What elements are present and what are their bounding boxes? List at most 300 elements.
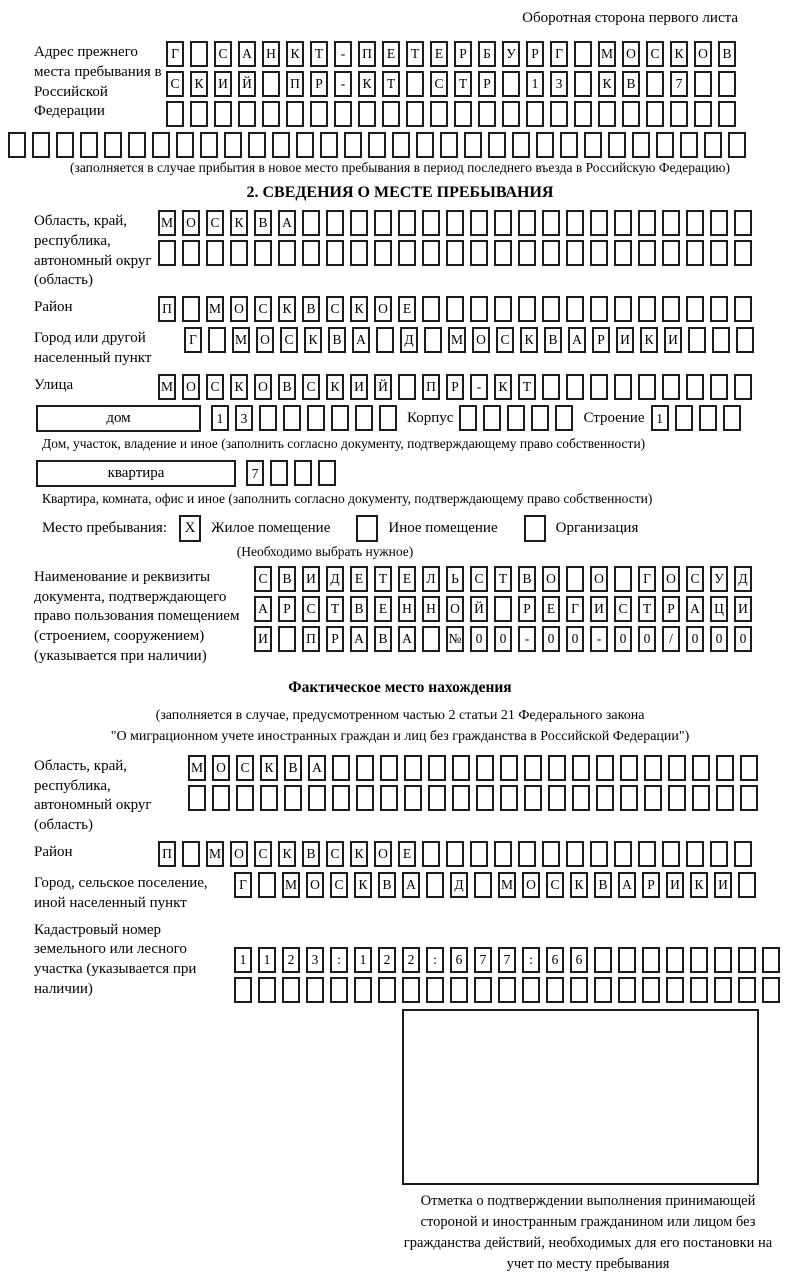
form-cell — [507, 405, 525, 431]
form-cell: П — [358, 41, 376, 67]
form-cell — [374, 210, 392, 236]
form-cell: 0 — [566, 626, 584, 652]
form-cell — [416, 132, 434, 158]
form-cell — [283, 405, 301, 431]
form-cell — [566, 374, 584, 400]
previous-address-label: Адрес прежнего места пребывания в Российской Федерации — [34, 44, 162, 120]
form-cell — [694, 71, 712, 97]
form-cell: 7 — [474, 947, 492, 973]
form-cell: М — [598, 41, 616, 67]
form-cell: К — [570, 872, 588, 898]
form-cell — [542, 296, 560, 322]
form-cell — [260, 785, 278, 811]
form-cell: 6 — [570, 947, 588, 973]
form-cell: Т — [374, 566, 392, 592]
form-cell: В — [254, 210, 272, 236]
form-cell: К — [640, 327, 658, 353]
form-cell — [158, 240, 176, 266]
form-cell: О — [254, 374, 272, 400]
form-cell: Р — [310, 71, 328, 97]
stamp-area — [392, 1009, 784, 1275]
form-cell: О — [662, 566, 680, 592]
form-cell: О — [622, 41, 640, 67]
form-cell — [355, 405, 373, 431]
form-cell: А — [238, 41, 256, 67]
form-cell: С — [302, 596, 320, 622]
form-cell: Р — [446, 374, 464, 400]
form-cell: 0 — [542, 626, 560, 652]
form-cell — [738, 947, 756, 973]
form-cell — [618, 977, 636, 1003]
form-cell — [182, 841, 200, 867]
form-cell — [498, 977, 516, 1003]
form-cell — [494, 240, 512, 266]
form-cell — [688, 327, 706, 353]
form-cell: К — [230, 210, 248, 236]
form-cell — [494, 841, 512, 867]
form-cell: В — [328, 327, 346, 353]
form-cell: Н — [262, 41, 280, 67]
field-street — [6, 374, 794, 400]
city-label: Город или другой населенный пункт — [34, 330, 152, 366]
form-cell: А — [352, 327, 370, 353]
form-cell — [422, 841, 440, 867]
form-cell: Р — [278, 596, 296, 622]
field-stay-type — [6, 515, 794, 542]
form-cell — [542, 841, 560, 867]
form-cell — [398, 210, 416, 236]
form-cell: Е — [430, 41, 448, 67]
form-cell: Т — [382, 71, 400, 97]
form-cell: К — [670, 41, 688, 67]
form-cell — [710, 240, 728, 266]
form-cell — [478, 101, 496, 127]
form-cell — [518, 240, 536, 266]
form-cell — [566, 210, 584, 236]
form-cell: Н — [422, 596, 440, 622]
form-cell — [476, 785, 494, 811]
form-cell: Г — [234, 872, 252, 898]
form-cell — [262, 101, 280, 127]
form-cell: С — [686, 566, 704, 592]
form-cell: Л — [422, 566, 440, 592]
actual-region-row-1 — [188, 755, 758, 781]
form-cell: С — [330, 872, 348, 898]
form-cell: И — [590, 596, 608, 622]
form-cell: : — [426, 947, 444, 973]
form-cell — [675, 405, 693, 431]
form-cell: А — [402, 872, 420, 898]
document-row-3 — [254, 626, 752, 652]
form-cell — [723, 405, 741, 431]
house-caption: Дом, участок, владение и иное (заполнить согласно документу, подтверждающему право собственности) — [42, 435, 646, 451]
form-cell: П — [302, 626, 320, 652]
form-cell — [310, 101, 328, 127]
form-cell — [690, 947, 708, 973]
form-cell: Т — [406, 41, 424, 67]
form-cell — [590, 841, 608, 867]
form-cell: Ь — [446, 566, 464, 592]
actual-region-label: Область, край, республика, автономный округ (область) — [34, 757, 152, 834]
form-cell — [206, 240, 224, 266]
form-cell: 1 — [526, 71, 544, 97]
form-cell: Т — [310, 41, 328, 67]
form-cell — [614, 841, 632, 867]
form-cell — [740, 755, 758, 781]
form-cell — [426, 872, 444, 898]
previous-address-row-3 — [166, 101, 736, 127]
form-cell — [572, 785, 590, 811]
form-cell: О — [374, 296, 392, 322]
form-cell: И — [214, 71, 232, 97]
form-cell: 3 — [550, 71, 568, 97]
form-cell: И — [666, 872, 684, 898]
form-cell — [646, 101, 664, 127]
form-cell — [712, 327, 730, 353]
form-cell — [574, 101, 592, 127]
form-cell — [378, 977, 396, 1003]
form-cell — [284, 785, 302, 811]
form-cell — [518, 210, 536, 236]
form-cell — [762, 947, 780, 973]
form-cell — [494, 210, 512, 236]
form-cell: 7 — [670, 71, 688, 97]
form-cell — [500, 755, 518, 781]
form-cell: М — [158, 210, 176, 236]
form-cell: 1 — [234, 947, 252, 973]
form-cell: К — [190, 71, 208, 97]
form-cell — [740, 785, 758, 811]
form-cell — [686, 374, 704, 400]
form-cell: Т — [494, 566, 512, 592]
form-cell: У — [502, 41, 520, 67]
form-cell: Г — [550, 41, 568, 67]
form-cell — [566, 566, 584, 592]
form-cell — [190, 41, 208, 67]
form-cell — [574, 41, 592, 67]
form-cell — [334, 101, 352, 127]
field-apartment — [6, 460, 794, 487]
form-cell — [662, 841, 680, 867]
form-cell — [596, 785, 614, 811]
form-cell — [446, 841, 464, 867]
form-cell — [422, 240, 440, 266]
form-cell — [524, 785, 542, 811]
field-actual-district — [6, 841, 794, 867]
form-cell — [620, 785, 638, 811]
form-cell — [248, 132, 266, 158]
form-cell: С — [326, 841, 344, 867]
form-cell — [710, 374, 728, 400]
form-cell — [699, 405, 717, 431]
region-row-1 — [158, 210, 752, 236]
form-cell — [404, 755, 422, 781]
checkbox-organization — [524, 515, 546, 542]
form-cell: К — [358, 71, 376, 97]
form-cell — [662, 374, 680, 400]
form-cell — [572, 755, 590, 781]
form-cell — [294, 460, 312, 486]
form-cell: Р — [478, 71, 496, 97]
form-cell — [632, 132, 650, 158]
actual-location-note-1: (заполняется в случае, предусмотренном частью 2 статьи 21 Федерального закона — [155, 707, 645, 723]
form-cell — [548, 785, 566, 811]
cadastral-row-2 — [234, 977, 780, 1003]
form-cell — [230, 240, 248, 266]
form-cell — [542, 210, 560, 236]
form-cell: Т — [638, 596, 656, 622]
form-cell — [590, 374, 608, 400]
form-cell — [398, 240, 416, 266]
form-cell — [358, 101, 376, 127]
form-cell: П — [422, 374, 440, 400]
form-cell — [452, 785, 470, 811]
form-cell: В — [544, 327, 562, 353]
street-label: Улица — [34, 376, 74, 393]
form-cell — [524, 755, 542, 781]
form-cell — [536, 132, 554, 158]
form-cell — [80, 132, 98, 158]
form-cell — [734, 240, 752, 266]
form-cell: С — [206, 374, 224, 400]
form-cell: С — [206, 210, 224, 236]
form-cell: 0 — [470, 626, 488, 652]
form-cell — [406, 71, 424, 97]
form-cell — [428, 755, 446, 781]
form-cell: О — [306, 872, 324, 898]
form-cell — [542, 374, 560, 400]
form-cell — [188, 785, 206, 811]
form-cell: П — [286, 71, 304, 97]
form-cell: Р — [326, 626, 344, 652]
form-cell — [254, 240, 272, 266]
form-cell — [320, 132, 338, 158]
field-city — [6, 327, 794, 369]
form-cell: 0 — [710, 626, 728, 652]
form-cell: А — [254, 596, 272, 622]
form-cell: 0 — [686, 626, 704, 652]
form-cell — [450, 977, 468, 1003]
form-cell: О — [590, 566, 608, 592]
form-cell: Н — [398, 596, 416, 622]
form-cell — [666, 977, 684, 1003]
form-cell — [356, 755, 374, 781]
city-row — [184, 327, 754, 353]
form-cell — [272, 132, 290, 158]
field-cadastral — [6, 919, 794, 1003]
form-cell: Р — [592, 327, 610, 353]
form-cell — [718, 101, 736, 127]
actual-district-label: Район — [34, 843, 73, 860]
form-cell: С — [302, 374, 320, 400]
form-cell — [404, 785, 422, 811]
form-cell: Г — [184, 327, 202, 353]
form-cell — [531, 405, 549, 431]
form-cell — [212, 785, 230, 811]
form-cell: - — [590, 626, 608, 652]
form-cell: Д — [450, 872, 468, 898]
form-cell — [302, 240, 320, 266]
form-cell — [430, 101, 448, 127]
form-cell — [614, 566, 632, 592]
previous-address-note: (заполняется в случае прибытия в новое место пребывания в период последнего въезда в Российскую Федерацию) — [69, 160, 731, 175]
form-cell — [234, 977, 252, 1003]
form-cell — [560, 132, 578, 158]
form-cell: С — [470, 566, 488, 592]
form-cell — [608, 132, 626, 158]
form-cell — [598, 101, 616, 127]
form-cell — [392, 132, 410, 158]
form-cell — [642, 947, 660, 973]
form-cell — [350, 240, 368, 266]
form-cell: : — [522, 947, 540, 973]
form-cell: С — [236, 755, 254, 781]
form-cell — [214, 101, 232, 127]
apartment-caption: Квартира, комната, офис и иное (заполнить согласно документу, подтверждающему право собственности) — [42, 490, 653, 506]
form-cell — [166, 101, 184, 127]
form-cell: - — [334, 71, 352, 97]
form-cell: К — [598, 71, 616, 97]
form-cell — [494, 596, 512, 622]
form-cell — [379, 405, 397, 431]
form-cell — [692, 785, 710, 811]
form-cell — [474, 977, 492, 1003]
form-cell — [494, 296, 512, 322]
form-cell — [380, 755, 398, 781]
form-cell — [662, 210, 680, 236]
form-cell: И — [616, 327, 634, 353]
form-cell — [518, 296, 536, 322]
form-cell: 6 — [546, 947, 564, 973]
form-cell — [446, 296, 464, 322]
form-cell: В — [302, 841, 320, 867]
form-cell — [424, 327, 442, 353]
form-cell — [286, 101, 304, 127]
form-cell: Й — [238, 71, 256, 97]
stroenie-label: Строение — [583, 409, 645, 426]
form-cell — [464, 132, 482, 158]
form-cell — [704, 132, 722, 158]
form-cell — [638, 240, 656, 266]
form-cell: О — [374, 841, 392, 867]
actual-city-row — [234, 872, 756, 898]
form-cell — [307, 405, 325, 431]
form-cell — [638, 296, 656, 322]
form-cell — [376, 327, 394, 353]
form-cell — [354, 977, 372, 1003]
form-cell: Д — [326, 566, 344, 592]
form-cell: К — [304, 327, 322, 353]
form-cell — [686, 296, 704, 322]
form-cell — [330, 977, 348, 1003]
form-cell — [668, 785, 686, 811]
form-cell — [356, 785, 374, 811]
checkbox-other-premises — [356, 515, 378, 542]
form-cell — [590, 296, 608, 322]
form-cell: Е — [382, 41, 400, 67]
form-cell: 3 — [235, 405, 253, 431]
form-cell — [584, 132, 602, 158]
form-cell — [238, 101, 256, 127]
form-cell — [428, 785, 446, 811]
form-cell — [646, 71, 664, 97]
document-row-1 — [254, 566, 752, 592]
form-cell — [318, 460, 336, 486]
field-district — [6, 296, 794, 322]
form-cell: В — [378, 872, 396, 898]
actual-city-label: Город, сельское поселение, иной населенный пункт — [34, 874, 208, 911]
form-cell — [526, 101, 544, 127]
checkbox-residential: X — [179, 515, 201, 542]
form-cell — [446, 210, 464, 236]
form-cell — [546, 977, 564, 1003]
document-row-2 — [254, 596, 752, 622]
form-cell: Т — [326, 596, 344, 622]
form-cell — [594, 947, 612, 973]
form-cell — [152, 132, 170, 158]
form-cell — [200, 132, 218, 158]
form-cell — [686, 210, 704, 236]
form-cell — [308, 785, 326, 811]
form-cell: М — [232, 327, 250, 353]
form-cell — [208, 327, 226, 353]
form-cell: С — [214, 41, 232, 67]
form-cell — [56, 132, 74, 158]
form-cell: - — [334, 41, 352, 67]
form-cell: И — [254, 626, 272, 652]
form-cell — [638, 841, 656, 867]
form-cell — [470, 240, 488, 266]
form-cell — [574, 71, 592, 97]
form-cell: 2 — [282, 947, 300, 973]
page-side-note: Оборотная сторона первого листа — [522, 10, 738, 26]
form-cell — [470, 841, 488, 867]
form-cell: А — [568, 327, 586, 353]
form-cell: А — [618, 872, 636, 898]
form-cell: М — [206, 296, 224, 322]
form-cell: 0 — [494, 626, 512, 652]
form-cell: Е — [374, 596, 392, 622]
form-cell — [440, 132, 458, 158]
form-cell: 0 — [734, 626, 752, 652]
form-cell — [620, 755, 638, 781]
form-cell — [402, 977, 420, 1003]
form-cell — [176, 132, 194, 158]
form-cell: Ц — [710, 596, 728, 622]
form-cell: А — [686, 596, 704, 622]
stay-type-note: (Необходимо выбрать нужное) — [236, 543, 414, 559]
form-cell: Е — [398, 296, 416, 322]
form-cell — [680, 132, 698, 158]
form-cell — [694, 101, 712, 127]
form-cell: Й — [470, 596, 488, 622]
form-cell — [476, 755, 494, 781]
field-actual-region — [6, 755, 794, 836]
form-cell: О — [522, 872, 540, 898]
form-cell: С — [646, 41, 664, 67]
form-cell — [714, 947, 732, 973]
form-cell — [332, 755, 350, 781]
form-cell — [374, 240, 392, 266]
form-cell — [550, 101, 568, 127]
previous-address-row-2 — [166, 71, 736, 97]
form-cell: С — [280, 327, 298, 353]
form-cell: С — [166, 71, 184, 97]
form-cell: В — [278, 374, 296, 400]
form-cell: К — [520, 327, 538, 353]
form-cell: 7 — [498, 947, 516, 973]
form-cell — [762, 977, 780, 1003]
